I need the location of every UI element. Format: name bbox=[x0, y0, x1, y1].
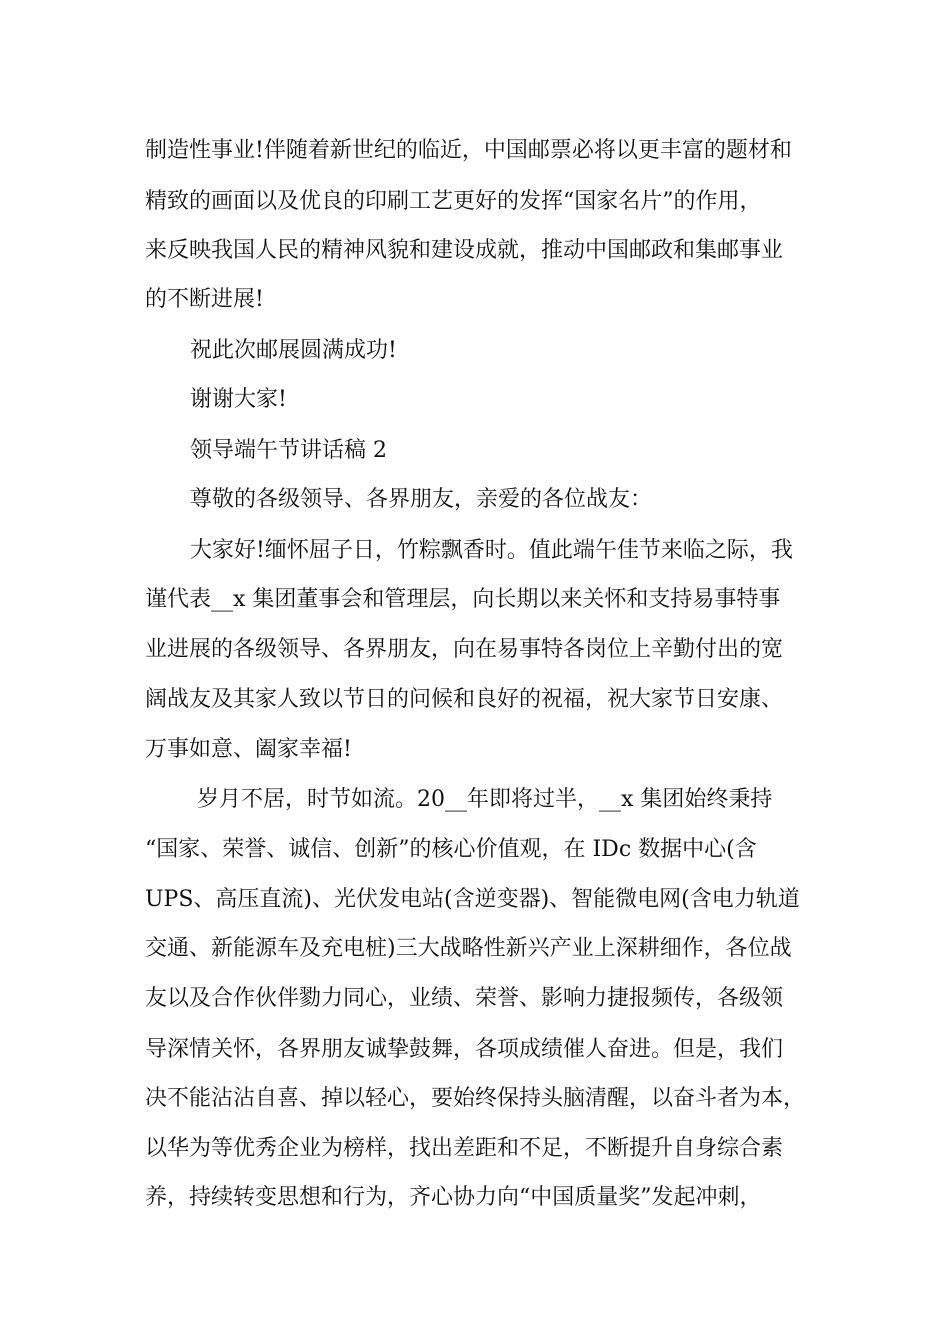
text-line: 业进展的各级领导、各界朋友，向在易事特各岗位上辛勤付出的宽 bbox=[145, 637, 784, 662]
text-line: UPS、高压直流)、光伏发电站(含逆变器)、智能微电网(含电力轨道 bbox=[145, 887, 800, 912]
text-line: 阔战友及其家人致以节日的问候和良好的祝福，祝大家节日安康、 bbox=[145, 687, 784, 712]
text-line: 的不断进展! bbox=[145, 287, 264, 312]
text-line: 以华为等优秀企业为榜样，找出差距和不足，不断提升自身综合素 bbox=[145, 1136, 784, 1161]
text-line: “国家、荣誉、诚信、创新”的核心价值观，在 IDc 数据中心(含 bbox=[145, 837, 757, 862]
text-line: 大家好!缅怀屈子日，竹粽飘香时。值此端午佳节来临之际，我 bbox=[190, 538, 793, 563]
text-line: 养，持续转变思想和行为，齐心协力向“中国质量奖”发起冲刺， bbox=[145, 1185, 762, 1210]
text-line: 来反映我国人民的精神风貌和建设成就，推动中国邮政和集邮事业 bbox=[145, 238, 784, 263]
text-line: 决不能沾沾自喜、掉以轻心，要始终保持头脑清醒，以奋斗者为本， bbox=[145, 1086, 806, 1111]
text-line: 精致的画面以及优良的印刷工艺更好的发挥“国家名片”的作用， bbox=[145, 189, 762, 214]
text-line: 祝此次邮展圆满成功! bbox=[190, 338, 397, 363]
salutation: 尊敬的各级领导、各界朋友，亲爱的各位战友： bbox=[190, 487, 653, 512]
text-line: 谨代表__x 集团董事会和管理层，向长期以来关怀和支持易事特事 bbox=[145, 587, 781, 612]
text-line: 友以及合作伙伴勠力同心，业绩、荣誉、影响力捷报频传，各级领 bbox=[145, 986, 784, 1011]
text-line: 岁月不居，时节如流。20__年即将过半，__x 集团始终秉持 bbox=[197, 787, 773, 812]
text-line: 谢谢大家! bbox=[190, 387, 287, 412]
text-line: 交通、新能源车及充电桩)三大战略性新兴产业上深耕细作，各位战 bbox=[145, 936, 792, 961]
text-line: 制造性事业!伴随着新世纪的临近，中国邮票必将以更丰富的题材和 bbox=[145, 138, 792, 163]
text-line: 导深情关怀，各界朋友诚挚鼓舞，各项成绩催人奋进。但是，我们 bbox=[145, 1037, 784, 1062]
section-heading: 领导端午节讲话稿 2 bbox=[190, 438, 387, 463]
text-line: 万事如意、阖家幸福! bbox=[145, 737, 352, 762]
